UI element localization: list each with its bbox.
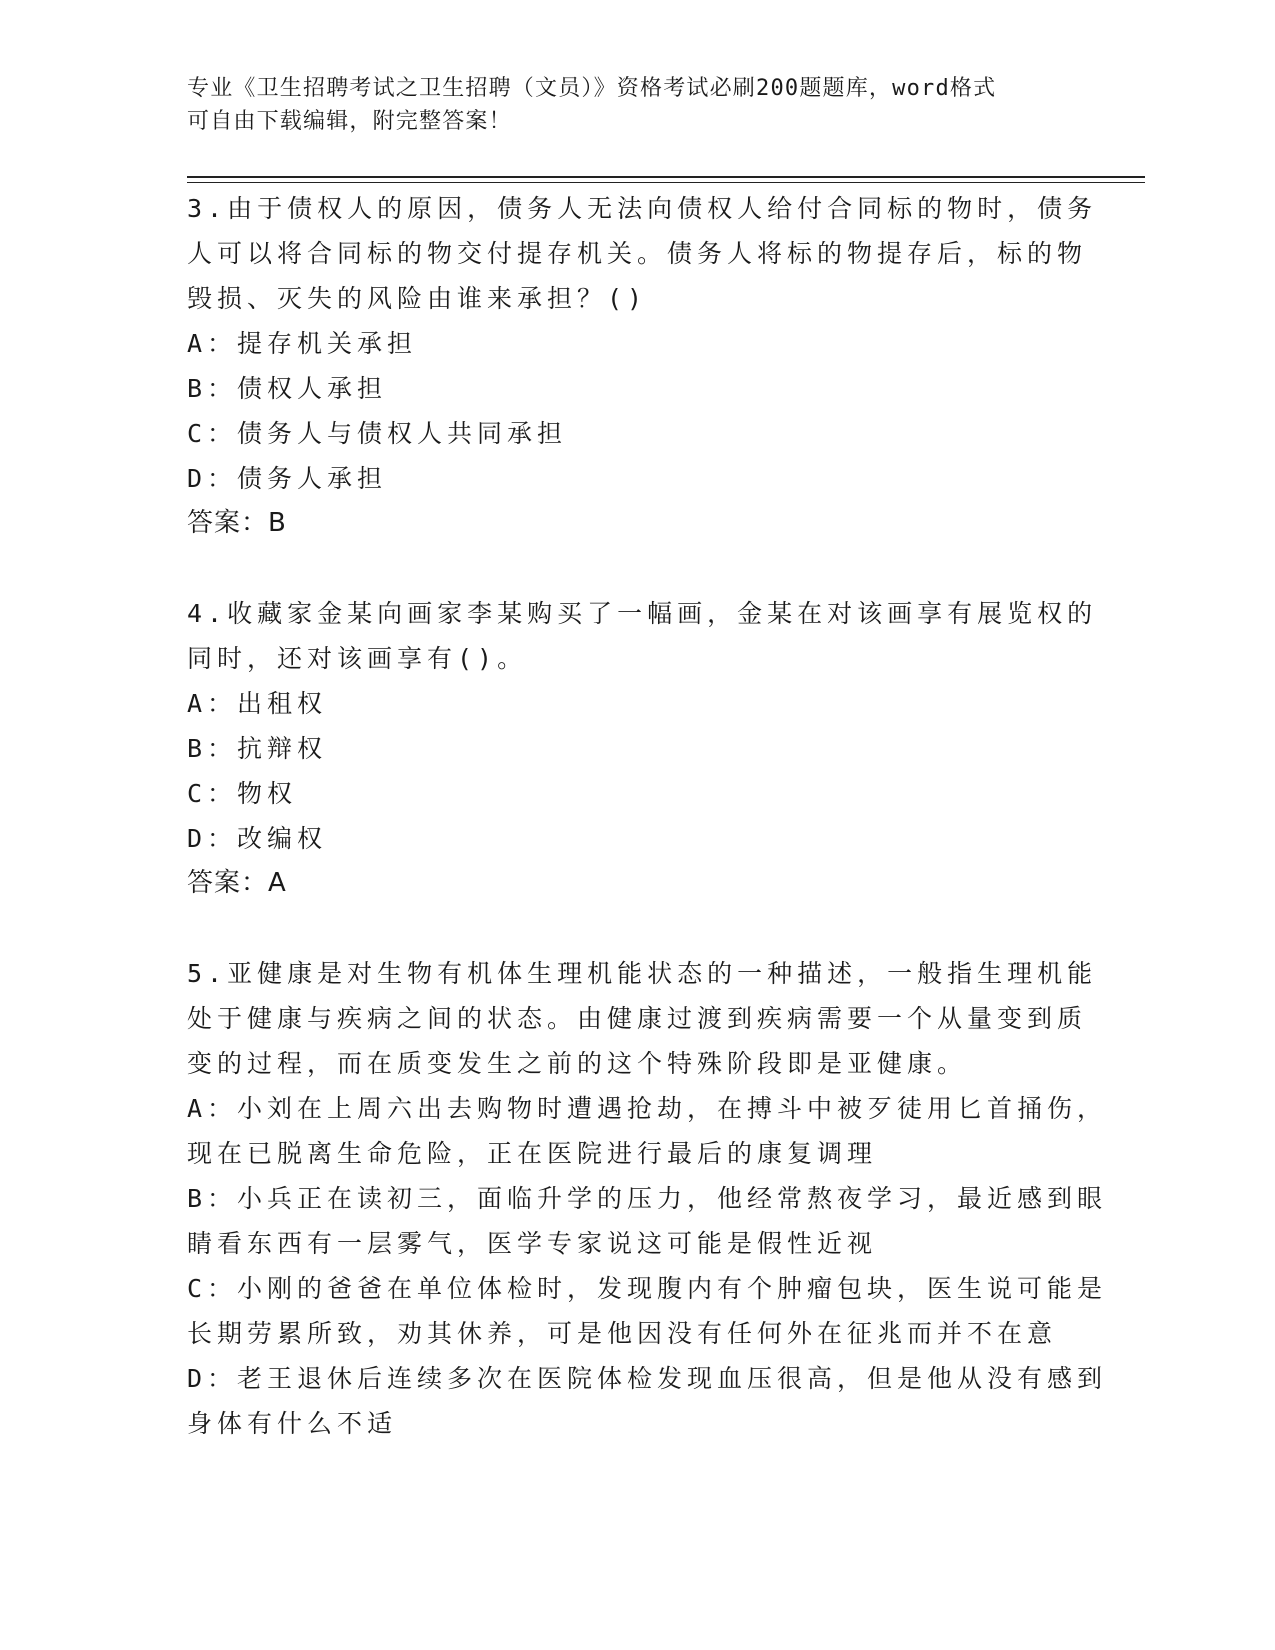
question-stem-line: 处于健康与疾病之间的状态。由健康过渡到疾病需要一个从量变到质 (187, 1004, 1088, 1033)
question-4 (187, 591, 1098, 906)
option-c: C：物权 (187, 779, 298, 808)
option-c: C：债务人与债权人共同承担 (187, 419, 568, 448)
option-a: A：小刘在上周六出去购物时遭遇抢劫，在搏斗中被歹徒用匕首捅伤， (187, 1094, 1108, 1123)
option-a-continued: 现在已脱离生命危险，正在医院进行最后的康复调理 (187, 1139, 878, 1168)
question-3 (187, 186, 1098, 546)
option-a: A：出租权 (187, 689, 328, 718)
header-line-2: 可自由下载编辑，附完整答案！ (187, 109, 512, 134)
question-stem-line: 变的过程，而在质变发生之前的这个特殊阶段即是亚健康。 (187, 1049, 968, 1078)
option-b: B：小兵正在读初三，面临升学的压力，他经常熬夜学习，最近感到眼 (187, 1184, 1108, 1213)
option-a: A：提存机关承担 (187, 329, 418, 358)
option-c: C：小刚的爸爸在单位体检时，发现腹内有个肿瘤包块，医生说可能是 (187, 1274, 1108, 1303)
header-line-1: 专业《卫生招聘考试之卫生招聘（文员）》资格考试必刷200题题库，word格式 (187, 76, 997, 101)
question-stem-line: 4.收藏家金某向画家李某购买了一幅画，金某在对该画享有展览权的 (187, 599, 1098, 628)
header-divider (187, 176, 1145, 178)
answer-label: 答案：B (187, 508, 287, 538)
option-d-continued: 身体有什么不适 (187, 1409, 398, 1438)
option-b: B：债权人承担 (187, 374, 388, 403)
answer-label: 答案：A (187, 868, 287, 898)
option-b: B：抗辩权 (187, 734, 328, 763)
question-stem-line: 人可以将合同标的物交付提存机关。债务人将标的物提存后，标的物 (187, 239, 1088, 268)
question-stem-line: 同时，还对该画享有()。 (187, 644, 528, 673)
question-stem-line: 3.由于债权人的原因，债务人无法向债权人给付合同标的物时，债务 (187, 194, 1098, 223)
question-stem-line: 5.亚健康是对生物有机体生理机能状态的一种描述，一般指生理机能 (187, 959, 1098, 988)
header-divider-thin (187, 182, 1145, 183)
spacer (187, 906, 1087, 951)
spacer (187, 546, 1087, 591)
question-list (187, 186, 1108, 1446)
option-d: D：老王退休后连续多次在医院体检发现血压很高，但是他从没有感到 (187, 1364, 1108, 1393)
question-5 (187, 951, 1108, 1446)
document-header (187, 72, 1087, 138)
option-c-continued: 长期劳累所致，劝其休养，可是他因没有任何外在征兆而并不在意 (187, 1319, 1058, 1348)
option-d: D：债务人承担 (187, 464, 388, 493)
question-stem-line: 毁损、灭失的风险由谁来承担？() (187, 284, 648, 313)
option-b-continued: 睛看东西有一层雾气，医学专家说这可能是假性近视 (187, 1229, 878, 1258)
option-d: D：改编权 (187, 824, 328, 853)
